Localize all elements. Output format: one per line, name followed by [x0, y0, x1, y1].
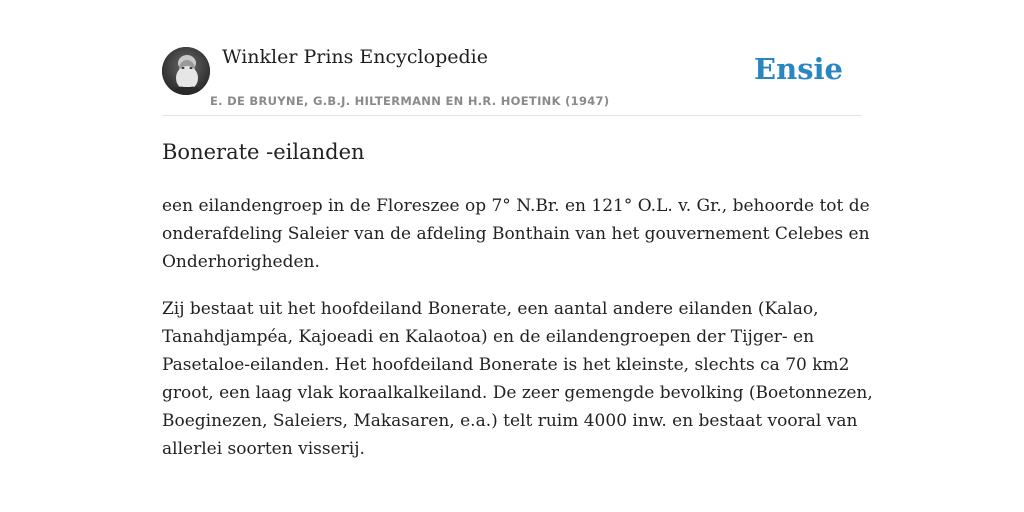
- text-line: allerlei soorten visserij.: [162, 439, 365, 459]
- text-line: Tanahdjampéa, Kajoeadi en Kalaotoa) en de eilandengroepen der Tijger- en: [162, 327, 815, 347]
- text-line: Onderhorigheden.: [162, 252, 320, 272]
- article-body: [162, 192, 873, 482]
- source-authors: E. DE BRUYNE, G.B.J. HILTERMANN EN H.R. HOETINK (1947): [210, 94, 610, 108]
- text-line: een eilandengroep in de Floreszee op 7° N.Br. en 121° O.L. v. Gr., behoorde tot de: [162, 196, 870, 216]
- source-title[interactable]: Winkler Prins Encyclopedie: [222, 46, 488, 68]
- text-line: Zij bestaat uit het hoofdeiland Bonerate, een aantal andere eilanden (Kalao,: [162, 299, 819, 319]
- source-header: [162, 44, 862, 116]
- portrait-icon: [162, 47, 210, 95]
- text-line: Pasetaloe-eilanden. Het hoofdeiland Bonerate is het kleinste, slechts ca 70 km2: [162, 355, 850, 375]
- author-avatar: [162, 47, 210, 95]
- text-line: Boeginezen, Saleiers, Makasaren, e.a.) telt ruim 4000 inw. en bestaat vooral van: [162, 411, 858, 431]
- article-paragraph: [162, 192, 870, 276]
- article-title: Bonerate -eilanden: [162, 140, 365, 164]
- text-line: onderafdeling Saleier van de afdeling Bonthain van het gouvernement Celebes en: [162, 224, 870, 244]
- text-line: groot, een laag vlak koraalkalkeiland. De zeer gemengde bevolking (Boetonnezen,: [162, 383, 873, 403]
- brand-logo-link[interactable]: Ensie: [754, 52, 843, 86]
- article-paragraph: [162, 295, 873, 463]
